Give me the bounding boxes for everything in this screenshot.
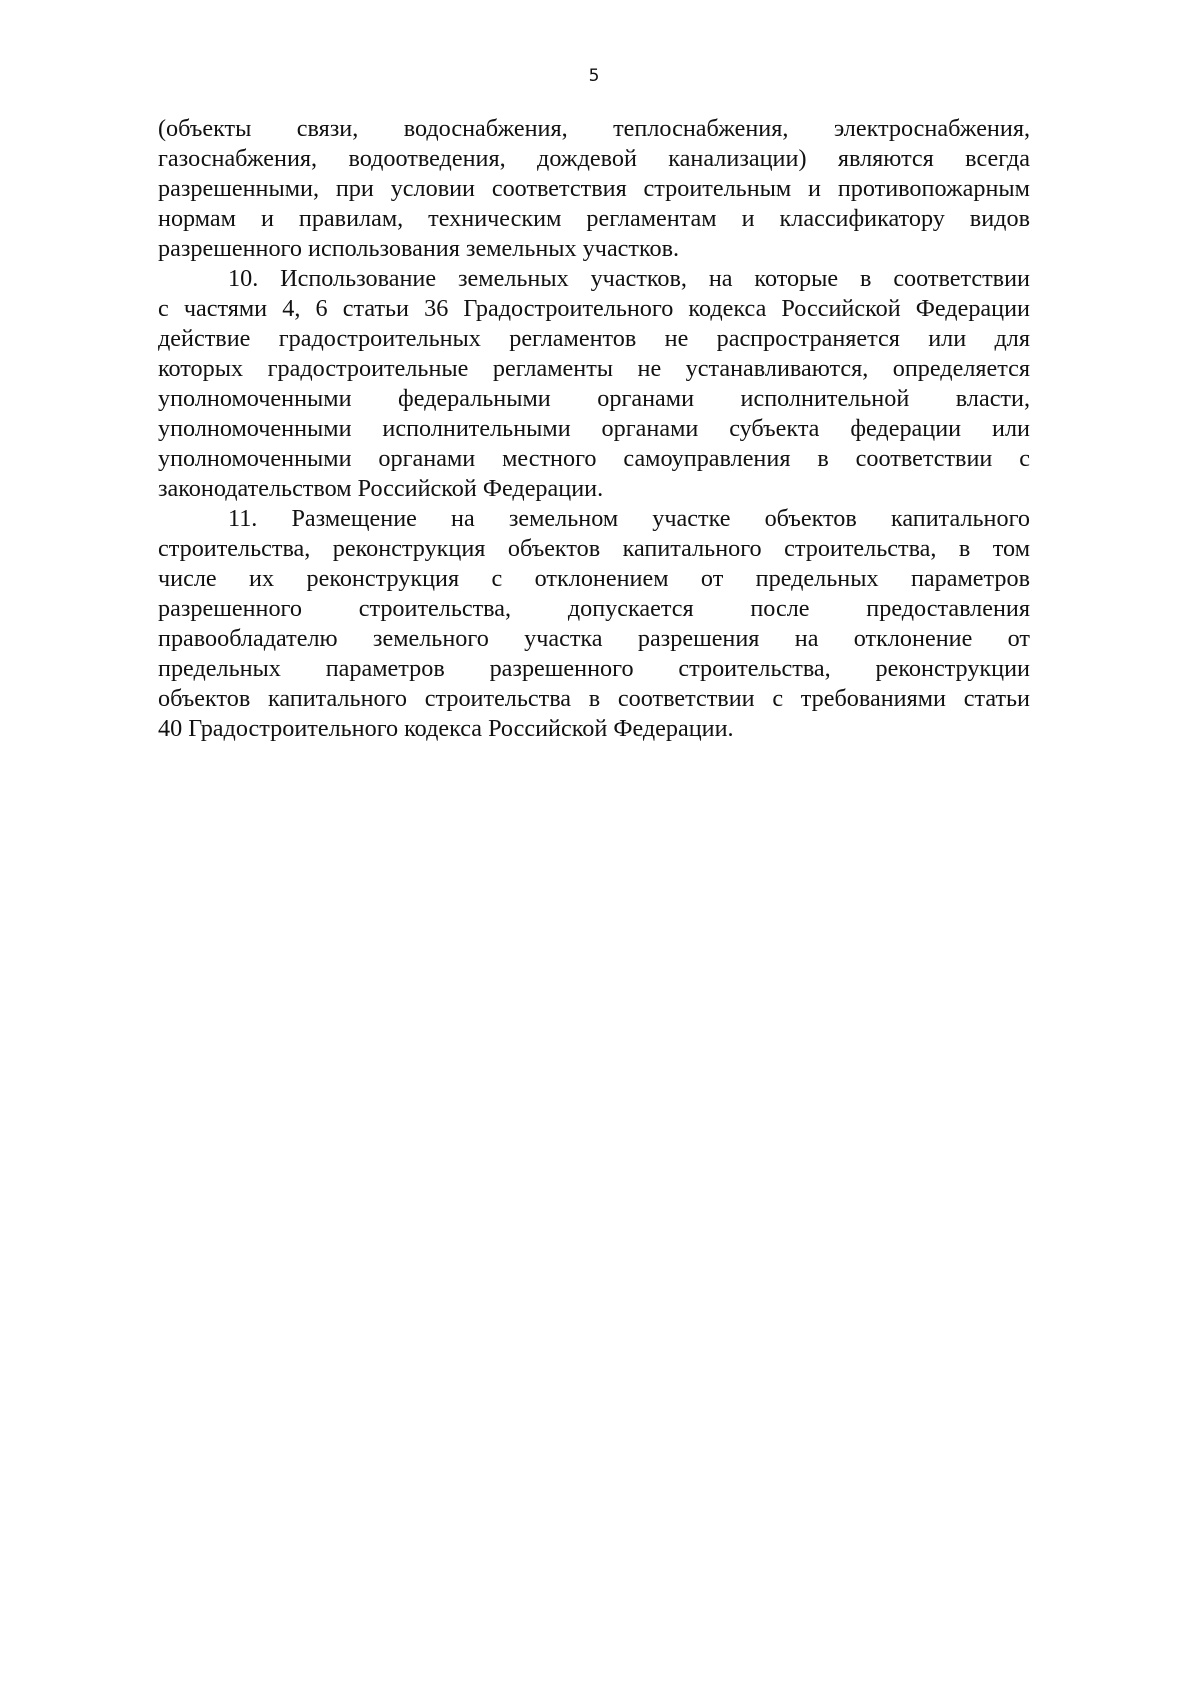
text-line: разрешенными, при условии соответствия строительным и противопожарным [158,175,1030,202]
paragraph-item-10 [158,264,1030,504]
text-line: 40 Градостроительного кодекса Российской Федерации. [158,715,734,742]
paragraph-continuation [158,114,1030,264]
text-line: предельных параметров разрешенного строительства, реконструкции [158,655,1030,682]
text-line: разрешенного строительства, допускается после предоставления [158,595,1030,622]
text-line: с частями 4, 6 статьи 36 Градостроительного кодекса Российской Федерации [158,295,1030,322]
text-line: уполномоченными исполнительными органами субъекта федерации или [158,415,1030,442]
text-line: разрешенного использования земельных участков. [158,235,680,262]
text-line: нормам и правилам, техническим регламентам и классификатору видов [158,205,1030,232]
text-line: газоснабжения, водоотведения, дождевой канализации) являются всегда [158,145,1030,172]
text-line: законодательством Российской Федерации. [158,475,604,502]
text-line: объектов капитального строительства в соответствии с требованиями статьи [158,685,1030,712]
text-line: правообладателю земельного участка разрешения на отклонение от [158,625,1030,652]
page-number: 5 [588,66,600,86]
text-line: 11. Размещение на земельном участке объектов капитального [228,505,1030,532]
text-line: (объекты связи, водоснабжения, теплоснабжения, электроснабжения, [158,115,1030,142]
text-line: действие градостроительных регламентов не распространяется или для [158,325,1030,352]
paragraph-item-11 [158,504,1030,744]
text-line: которых градостроительные регламенты не устанавливаются, определяется [158,355,1030,382]
document-body [158,114,1030,744]
text-line: строительства, реконструкция объектов капитального строительства, в том [158,535,1030,562]
text-line: числе их реконструкция с отклонением от предельных параметров [158,565,1030,592]
text-line: 10. Использование земельных участков, на которые в соответствии [228,265,1030,292]
text-line: уполномоченными федеральными органами исполнительной власти, [158,385,1030,412]
text-line: уполномоченными органами местного самоуправления в соответствии с [158,445,1030,472]
